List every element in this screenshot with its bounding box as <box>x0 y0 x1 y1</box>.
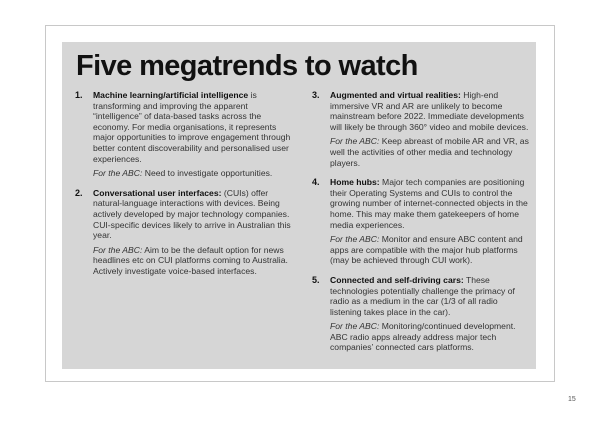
item-body: (CUIs) offer natural-language interactions with devices. Being actively developed by major technology companies. CUI-specific devices likely to arrive in Australian this year. <box>93 187 291 241</box>
abc-label: For the ABC: <box>330 136 380 147</box>
item-heading: Conversational user interfaces: <box>93 187 222 198</box>
item-text <box>330 177 530 230</box>
abc-note <box>93 245 293 277</box>
abc-text: Need to investigate opportunities. <box>142 168 273 179</box>
abc-note <box>330 136 530 168</box>
list-item <box>312 275 530 353</box>
item-text <box>330 90 530 132</box>
item-heading: Home hubs: <box>330 177 380 188</box>
right-column <box>312 90 530 362</box>
abc-note <box>93 168 293 179</box>
item-body: High-end immersive VR and AR are unlikely to become mainstream before 2022. Immediate developments will likely be through 360° video and mobile devices. <box>330 90 529 132</box>
item-body: These technologies potentially challenge the primacy of radio as a medium in the car (1/3 of all radio listening takes place in the car). <box>330 274 515 317</box>
item-heading: Machine learning/artificial intelligence <box>93 90 249 100</box>
list-item <box>75 188 293 277</box>
abc-note <box>330 321 530 353</box>
abc-text: Keep abreast of mobile AR and VR, as well the activities of other media and technology players. <box>330 136 529 168</box>
abc-label: For the ABC: <box>93 168 143 179</box>
item-number: 4. <box>312 177 320 188</box>
abc-text: Aim to be the default option for news headlines etc on CUI platforms coming to Australia. Actively investigate voice-based interfaces. <box>93 244 288 276</box>
abc-text: Monitor and ensure ABC content and apps are compatible with the major hub platforms (may be achieved through CUI work). <box>330 234 523 266</box>
item-number: 3. <box>312 90 320 100</box>
abc-label: For the ABC: <box>93 244 143 255</box>
item-heading: Connected and self-driving cars: <box>330 274 464 285</box>
abc-text: Monitoring/continued development. ABC radio apps already address major tech companies’ connected cars platforms. <box>330 321 516 353</box>
list-item <box>312 177 530 266</box>
item-number: 5. <box>312 274 320 285</box>
content-panel <box>62 42 536 369</box>
page-title: Five megatrends to watch <box>76 50 418 82</box>
left-column <box>75 90 293 286</box>
item-text <box>93 90 293 164</box>
item-body: Major tech companies are positioning their Operating Systems and CUIs to control the growing number of internet-connected objects in the home. This may make them gatekeepers of home media experiences. <box>330 177 528 230</box>
item-text <box>93 188 293 241</box>
abc-label: For the ABC: <box>330 321 380 332</box>
item-number: 1. <box>75 90 83 100</box>
abc-note <box>330 234 530 266</box>
page-number: 15 <box>568 396 576 403</box>
item-text <box>330 275 530 317</box>
item-heading: Augmented and virtual realities: <box>330 90 461 100</box>
item-body: is transforming and improving the apparent “intelligence” of data-based tasks across the economy. For media organisations, it represents major opportunities to improve engagement through better content discoverability and personalised user experiences. <box>93 90 291 164</box>
item-number: 2. <box>75 187 83 198</box>
list-item <box>312 90 530 168</box>
abc-label: For the ABC: <box>330 234 380 245</box>
list-item <box>75 90 293 179</box>
